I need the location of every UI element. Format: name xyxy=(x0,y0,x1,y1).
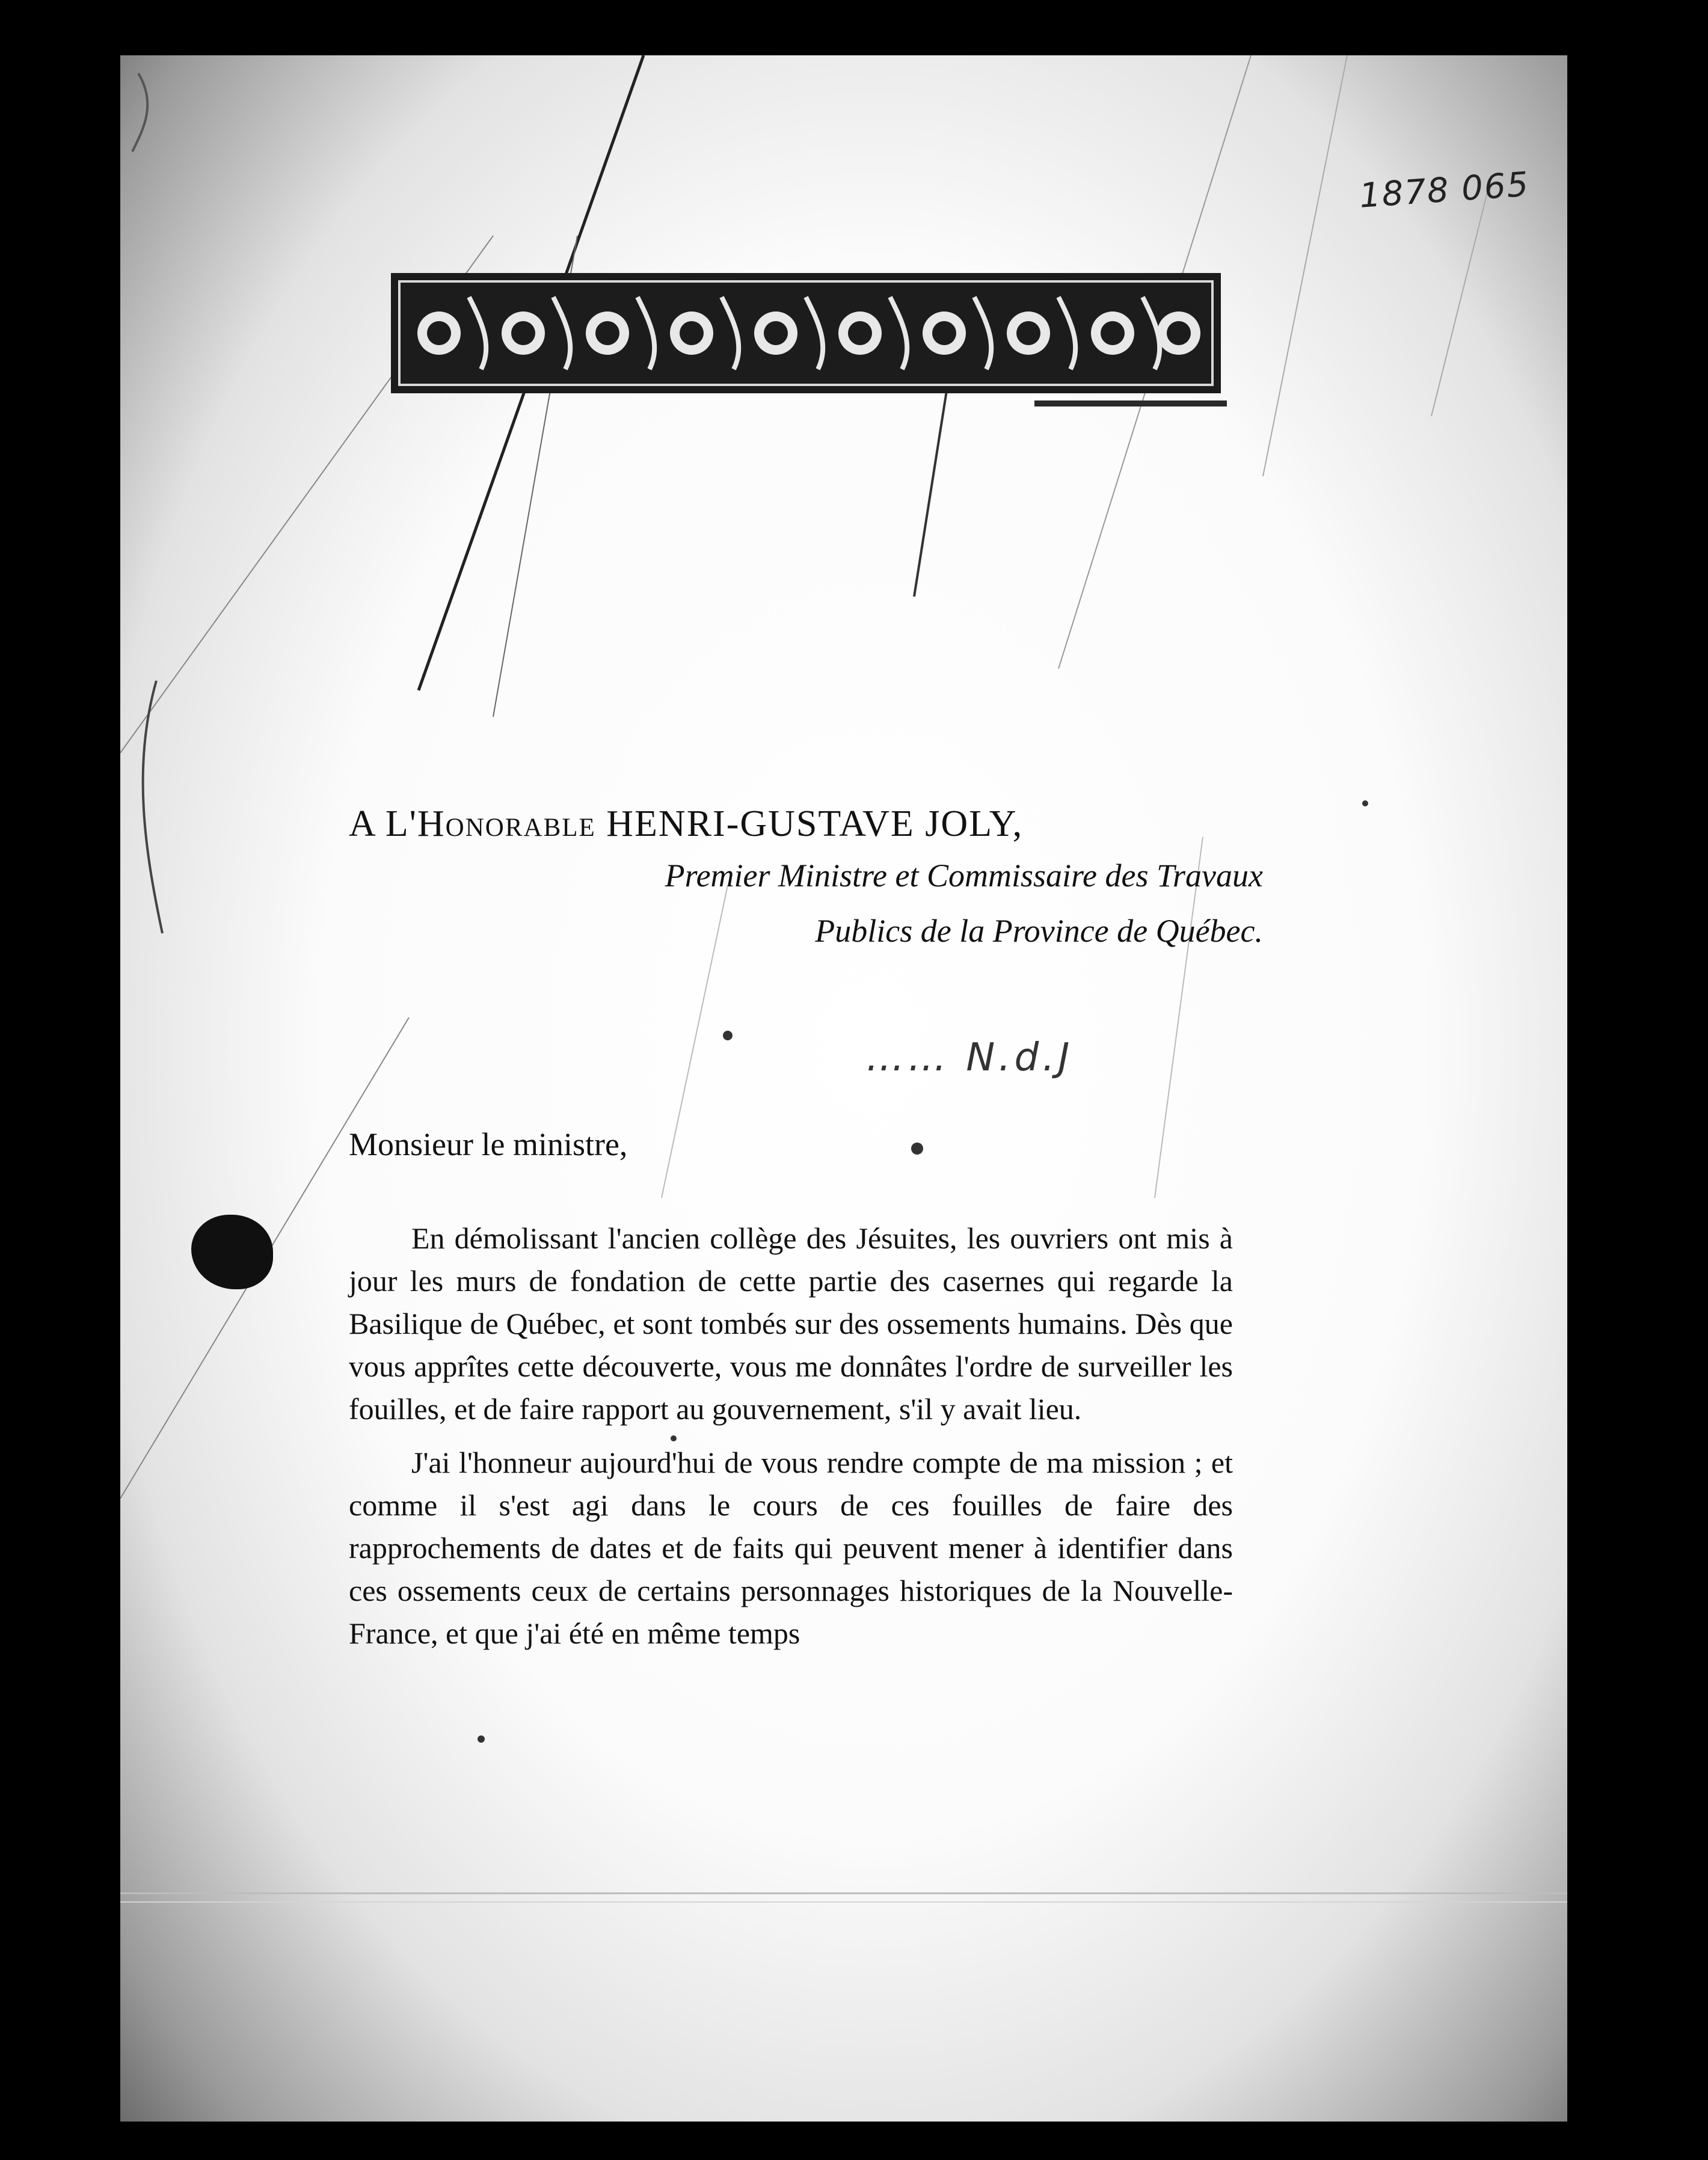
handwritten-annotation: …… N.d.J xyxy=(866,1036,1074,1080)
addressee-block xyxy=(349,800,1263,959)
document-page xyxy=(120,55,1567,2122)
addressee-prefix: A L'Honorable xyxy=(349,803,596,844)
ink-stain xyxy=(191,1215,273,1289)
addressee-title-line-2: Publics de la Province de Québec. xyxy=(815,913,1263,949)
body-paragraph: En démolissant l'ancien collège des Jésuites, les ouvriers ont mis à jour les murs de fondation de cette partie des casernes qui regarde la Basilique de Québec, et sont tombés sur des ossements humains. Dès que vous apprîtes cette découverte, vous me donnâtes l'ordre de surveiller les fouilles, et de faire rapport au gouvernement, s'il y avait lieu. xyxy=(349,1221,1233,1426)
addressee-name: HENRI-GUSTAVE JOLY, xyxy=(606,803,1024,844)
archive-reference-number: 1878 065 xyxy=(1358,165,1531,216)
body-paragraph: J'ai l'honneur aujourd'hui de vous rendre compte de ma mission ; et comme il s'est agi dans le cours de ces fouilles de faire des rapprochements de dates et de faits qui peuvent mener à identifier dans ces ossements ceux de certains personnages historiques de la Nouvelle-France, et que j'ai été en même temps xyxy=(349,1446,1233,1650)
page-rule xyxy=(120,1892,1567,1894)
addressee-line xyxy=(349,800,1263,848)
greeting: Monsieur le ministre, xyxy=(349,1126,628,1162)
page-rule-secondary xyxy=(120,1901,1567,1903)
letter-body xyxy=(349,1217,1233,1666)
decorative-ornament-band xyxy=(385,261,1227,415)
addressee-title-line-1: Premier Ministre et Commissaire des Travaux xyxy=(665,858,1263,894)
